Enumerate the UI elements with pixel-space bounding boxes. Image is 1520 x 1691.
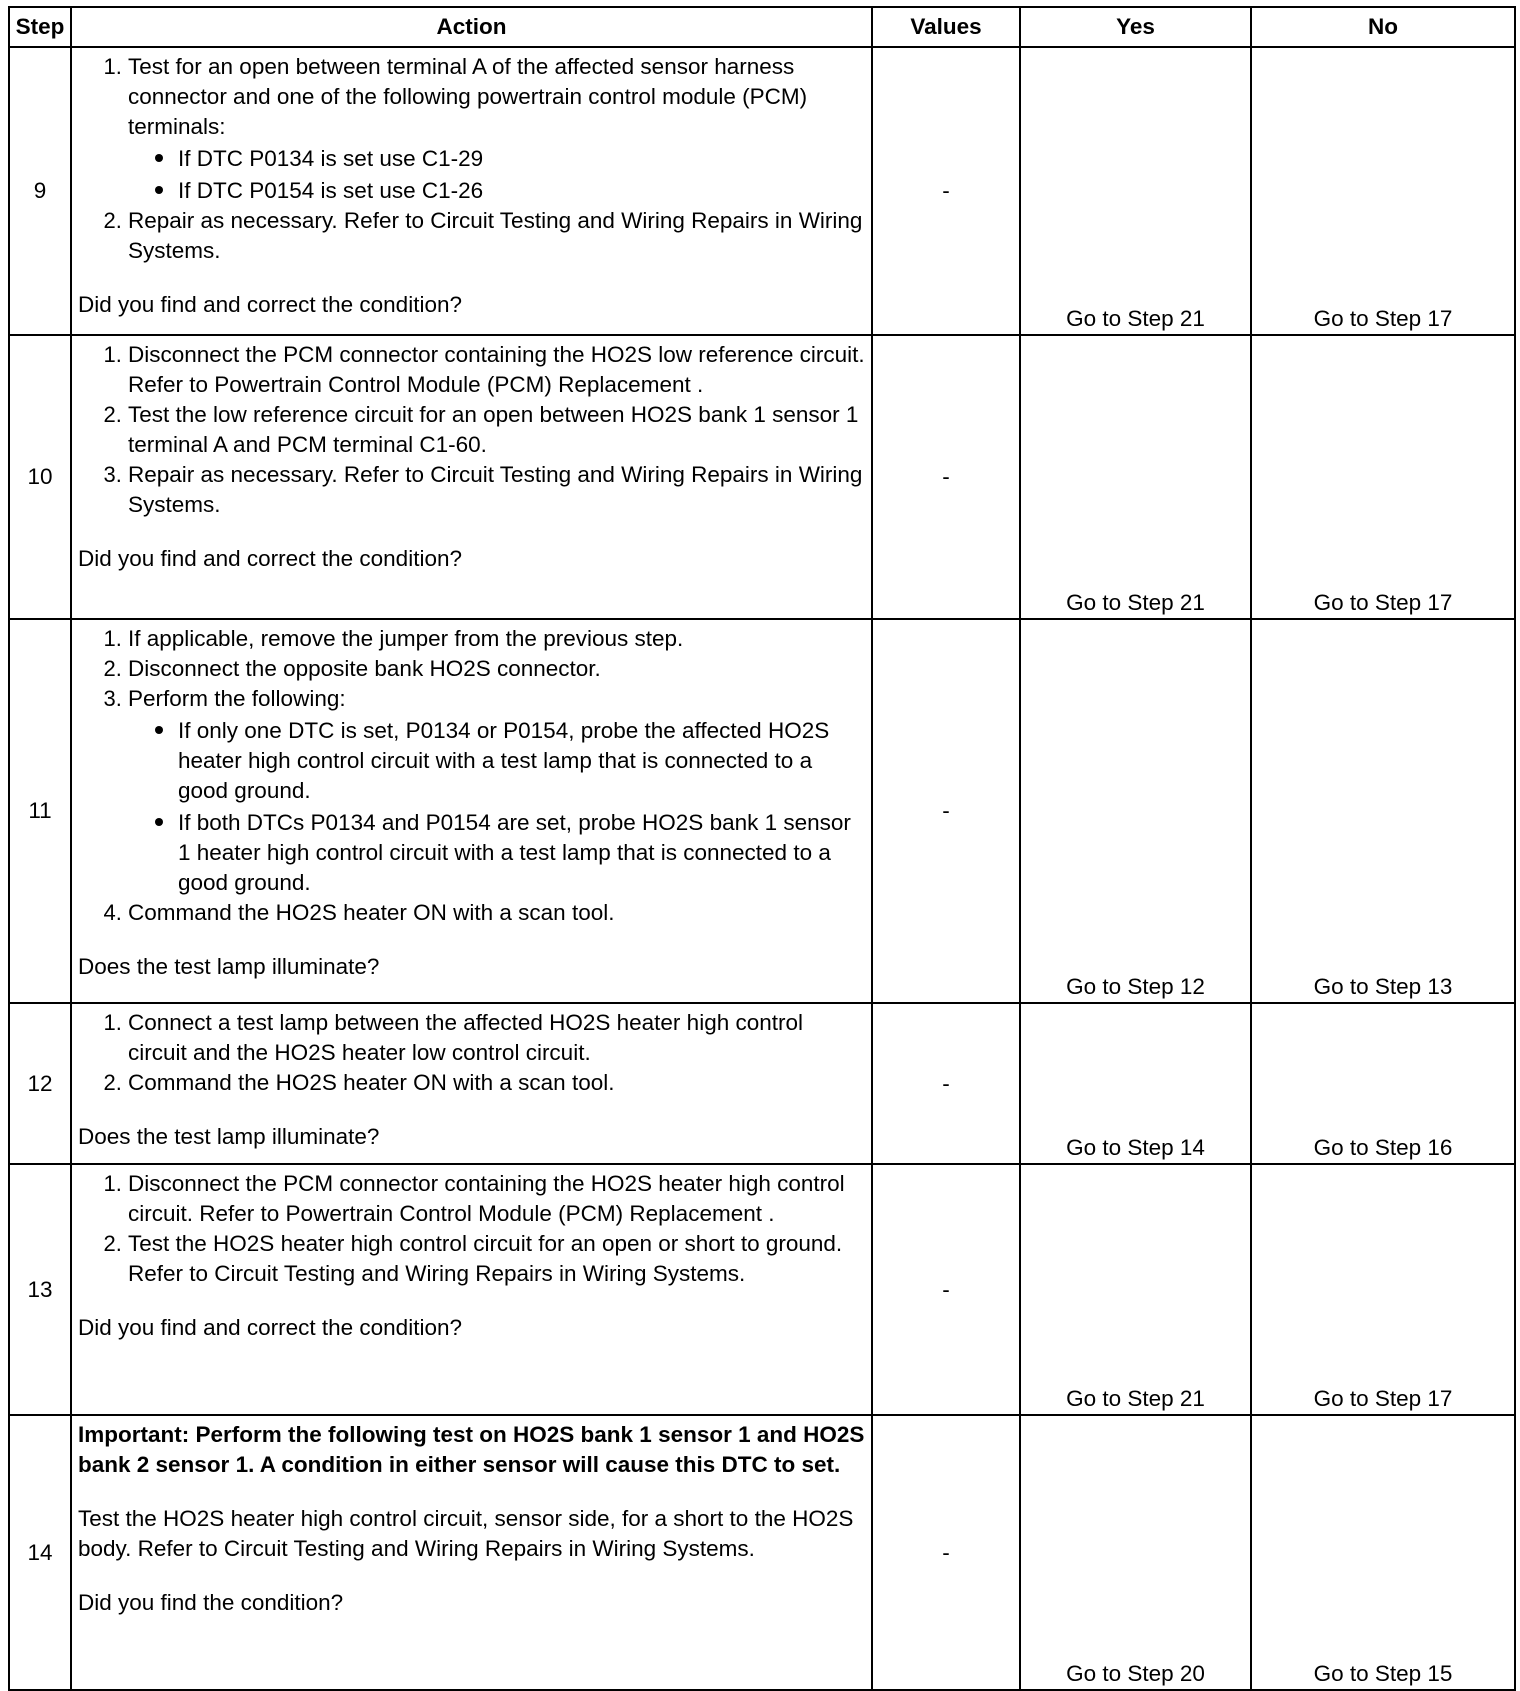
bullet-item: • If both DTCs P0134 and P0154 are set, probe HO2S bank 1 sensor 1 heater high control circuit with a test lamp that is connected to a good ground. bbox=[178, 806, 865, 898]
list-item: 2. Disconnect the opposite bank HO2S connector. bbox=[128, 654, 865, 684]
question-text: Did you find and correct the condition? bbox=[78, 545, 462, 571]
yes-link[interactable]: Go to Step 21 bbox=[1020, 47, 1251, 335]
question-text: Did you find and correct the condition? bbox=[78, 292, 462, 317]
bullet-item: • If DTC P0154 is set use C1-26 bbox=[178, 174, 865, 206]
no-link[interactable]: Go to Step 17 bbox=[1251, 1164, 1515, 1415]
action-cell bbox=[71, 47, 872, 335]
step-number: 14 bbox=[9, 1415, 71, 1690]
values-cell: - bbox=[872, 1003, 1020, 1164]
list-item-text: Perform the following: bbox=[128, 685, 346, 711]
step-number: 12 bbox=[9, 1003, 71, 1164]
no-link[interactable]: Go to Step 17 bbox=[1251, 335, 1515, 619]
table-row bbox=[9, 1164, 1515, 1415]
list-item bbox=[128, 684, 865, 898]
question-text: Did you find the condition? bbox=[78, 1590, 344, 1616]
no-link[interactable]: Go to Step 15 bbox=[1251, 1415, 1515, 1690]
list-item: 2. Test the HO2S heater high control circuit for an open or short to ground. Refer to Circuit Testing and Wiring Repairs in Wiring Systems. bbox=[128, 1229, 865, 1289]
list-item: 2. Command the HO2S heater ON with a scan tool. bbox=[128, 1068, 865, 1098]
list-item: 3. Repair as necessary. Refer to Circuit Testing and Wiring Repairs in Wiring Systems. bbox=[128, 460, 865, 520]
table-row bbox=[9, 47, 1515, 335]
values-cell: - bbox=[872, 619, 1020, 1003]
important-label: Important: bbox=[78, 1422, 190, 1448]
list-item: 1. Disconnect the PCM connector containing the HO2S heater high control circuit. Refer to Powertrain Control Module (PCM) Replacement . bbox=[128, 1169, 865, 1229]
bullet-item: • If DTC P0134 is set use C1-29 bbox=[178, 142, 865, 174]
bullet-list bbox=[128, 714, 865, 898]
list-item: 4. Command the HO2S heater ON with a scan tool. bbox=[128, 898, 865, 928]
action-cell bbox=[71, 1164, 872, 1415]
bullet-item: • If only one DTC is set, P0134 or P0154, probe the affected HO2S heater high control circuit with a test lamp that is connected to a good ground. bbox=[178, 714, 865, 806]
header-no: No bbox=[1251, 7, 1515, 47]
important-note bbox=[78, 1420, 865, 1480]
action-list bbox=[78, 1008, 865, 1098]
yes-link[interactable]: Go to Step 12 bbox=[1020, 619, 1251, 1003]
important-text: Perform the following test on HO2S bank 1 sensor 1 and HO2S bank 2 sensor 1. A condition in either sensor will cause this DTC to set. bbox=[78, 1422, 865, 1478]
action-list bbox=[78, 1169, 865, 1289]
action-cell bbox=[71, 335, 872, 619]
values-cell: - bbox=[872, 1164, 1020, 1415]
header-yes: Yes bbox=[1020, 7, 1251, 47]
yes-link[interactable]: Go to Step 14 bbox=[1020, 1003, 1251, 1164]
list-item: 1. If applicable, remove the jumper from the previous step. bbox=[128, 624, 865, 654]
header-step: Step bbox=[9, 7, 71, 47]
no-link[interactable]: Go to Step 13 bbox=[1251, 619, 1515, 1003]
step-number: 9 bbox=[9, 47, 71, 335]
values-cell: - bbox=[872, 1415, 1020, 1690]
table-row bbox=[9, 1415, 1515, 1690]
header-action: Action bbox=[71, 7, 872, 47]
step-number: 13 bbox=[9, 1164, 71, 1415]
action-text: Test the HO2S heater high control circuit, sensor side, for a short to the HO2S body. Refer to Circuit Testing and Wiring Repairs in Wiring Systems. bbox=[78, 1506, 854, 1562]
table-row bbox=[9, 619, 1515, 1003]
step-number: 11 bbox=[9, 619, 71, 1003]
values-cell: - bbox=[872, 47, 1020, 335]
yes-link[interactable]: Go to Step 21 bbox=[1020, 335, 1251, 619]
yes-link[interactable]: Go to Step 20 bbox=[1020, 1415, 1251, 1690]
action-list bbox=[78, 340, 865, 520]
yes-link[interactable]: Go to Step 21 bbox=[1020, 1164, 1251, 1415]
action-cell bbox=[71, 1415, 872, 1690]
no-link[interactable]: Go to Step 17 bbox=[1251, 47, 1515, 335]
question-text: Does the test lamp illuminate? bbox=[78, 953, 380, 979]
table-row bbox=[9, 1003, 1515, 1164]
action-cell bbox=[71, 619, 872, 1003]
step-number: 10 bbox=[9, 335, 71, 619]
header-row bbox=[9, 7, 1515, 47]
diagnostic-table bbox=[8, 6, 1516, 1691]
table-row bbox=[9, 335, 1515, 619]
question-text: Does the test lamp illuminate? bbox=[78, 1123, 380, 1149]
no-link[interactable]: Go to Step 16 bbox=[1251, 1003, 1515, 1164]
action-cell bbox=[71, 1003, 872, 1164]
list-item bbox=[128, 52, 865, 206]
list-item: 2. Repair as necessary. Refer to Circuit Testing and Wiring Repairs in Wiring Systems. bbox=[128, 206, 865, 266]
bullet-list bbox=[128, 142, 865, 206]
question-text: Did you find and correct the condition? bbox=[78, 1315, 462, 1341]
list-item: 1. Connect a test lamp between the affected HO2S heater high control circuit and the HO2S heater low control circuit. bbox=[128, 1008, 865, 1068]
values-cell: - bbox=[872, 335, 1020, 619]
action-list bbox=[78, 624, 865, 928]
list-item: 2. Test the low reference circuit for an open between HO2S bank 1 sensor 1 terminal A and PCM terminal C1-60. bbox=[128, 400, 865, 460]
list-item: 1. Disconnect the PCM connector containing the HO2S low reference circuit. Refer to Powertrain Control Module (PCM) Replacement . bbox=[128, 340, 865, 400]
action-list bbox=[78, 52, 865, 266]
header-values: Values bbox=[872, 7, 1020, 47]
list-item-text: Test for an open between terminal A of the affected sensor harness connector and one of the following powertrain control module (PCM) terminals: bbox=[128, 54, 808, 139]
